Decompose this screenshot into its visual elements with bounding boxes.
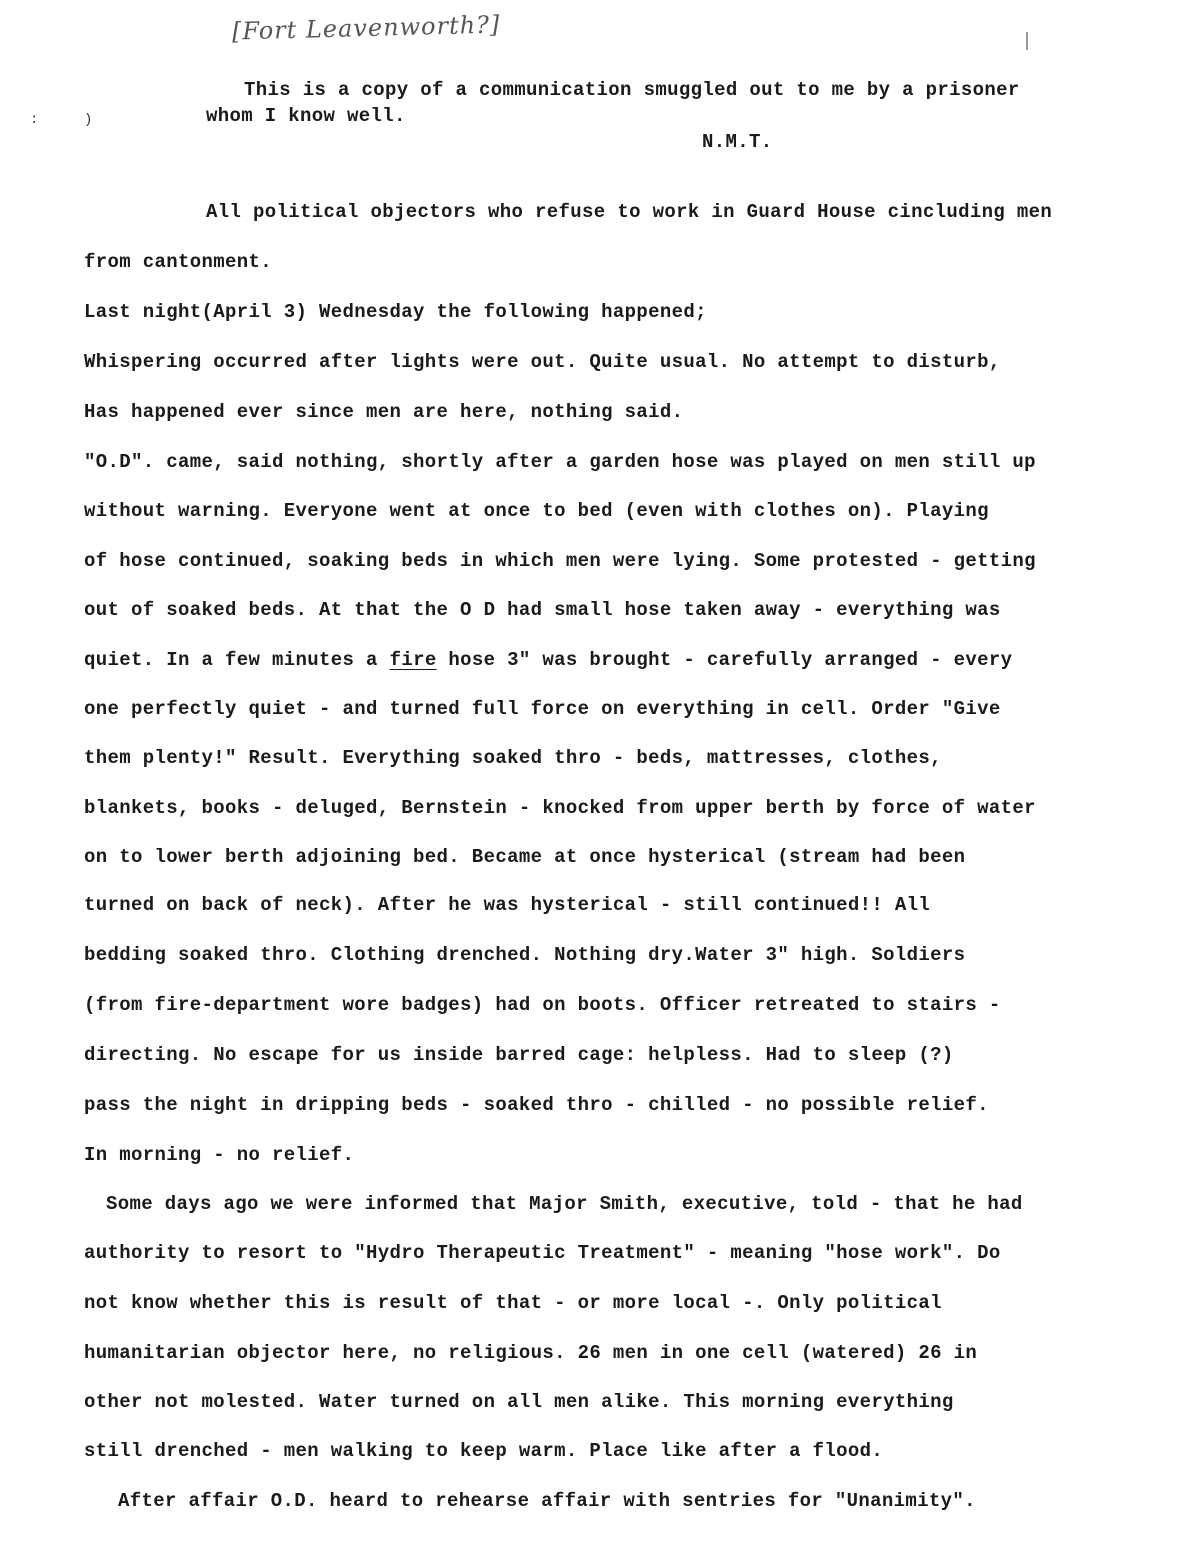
- body-line: on to lower berth adjoining bed. Became at once hysterical (stream had been: [84, 846, 966, 868]
- body-line: from cantonment.: [84, 251, 273, 273]
- body-line: of hose continued, soaking beds in which men were lying. Some protested - getting: [84, 550, 1036, 572]
- body-line: one perfectly quiet - and turned full force on everything in cell. Order "Give: [84, 698, 1001, 720]
- body-line: blankets, books - deluged, Bernstein - knocked from upper berth by force of water: [84, 797, 1036, 819]
- underlined-word: fire: [389, 649, 437, 671]
- body-line: [84, 648, 1012, 672]
- body-line: turned on back of neck). After he was hysterical - still continued!! All: [84, 894, 931, 916]
- body-line: bedding soaked thro. Clothing drenched. Nothing dry.Water 3" high. Soldiers: [84, 944, 966, 966]
- body-line: authority to resort to "Hydro Therapeutic Treatment" - meaning "hose work". Do: [84, 1242, 1001, 1264]
- body-line: In morning - no relief.: [84, 1144, 355, 1166]
- body-text: quiet. In a few minutes a: [84, 649, 390, 671]
- body-line: directing. No escape for us inside barred cage: helpless. Had to sleep (?): [84, 1044, 954, 1066]
- body-line: humanitarian objector here, no religious. 26 men in one cell (watered) 26 in: [84, 1342, 978, 1364]
- body-text: hose 3" was brought - carefully arranged - every: [436, 649, 1013, 671]
- body-line: (from fire-department wore badges) had on boots. Officer retreated to stairs -: [84, 994, 1001, 1016]
- body-line: pass the night in dripping beds - soaked thro - chilled - no possible relief.: [84, 1094, 989, 1116]
- body-line: other not molested. Water turned on all men alike. This morning everything: [84, 1391, 954, 1413]
- margin-speck: :: [30, 112, 39, 128]
- body-line: Whispering occurred after lights were out. Quite usual. No attempt to disturb,: [84, 351, 1001, 373]
- body-line: still drenched - men walking to keep warm. Place like after a flood.: [84, 1440, 884, 1462]
- body-line: All political objectors who refuse to work in Guard House cincluding men: [206, 201, 1053, 223]
- body-line: them plenty!" Result. Everything soaked thro - beds, mattresses, clothes,: [84, 747, 942, 769]
- body-line: not know whether this is result of that - or more local -. Only political: [84, 1292, 942, 1314]
- body-line: without warning. Everyone went at once to bed (even with clothes on). Playing: [84, 500, 989, 522]
- margin-speck: ): [84, 112, 93, 128]
- body-line: Some days ago we were informed that Major Smith, executive, told - that he had: [106, 1193, 1023, 1215]
- pencil-mark: [1026, 32, 1028, 50]
- header-line-2: whom I know well.: [206, 105, 406, 127]
- header-signature: N.M.T.: [702, 131, 773, 153]
- body-line: out of soaked beds. At that the O D had small hose taken away - everything was: [84, 599, 1001, 621]
- handwritten-annotation: [Fort Leavenworth?]: [231, 10, 501, 46]
- body-line: Last night(April 3) Wednesday the following happened;: [84, 301, 707, 323]
- body-line: "O.D". came, said nothing, shortly after a garden hose was played on men still up: [84, 451, 1036, 473]
- body-line: Has happened ever since men are here, nothing said.: [84, 401, 684, 423]
- header-line-1: This is a copy of a communication smuggled out to me by a prisoner: [244, 79, 1020, 101]
- body-line: After affair O.D. heard to rehearse affair with sentries for "Unanimity".: [118, 1490, 976, 1512]
